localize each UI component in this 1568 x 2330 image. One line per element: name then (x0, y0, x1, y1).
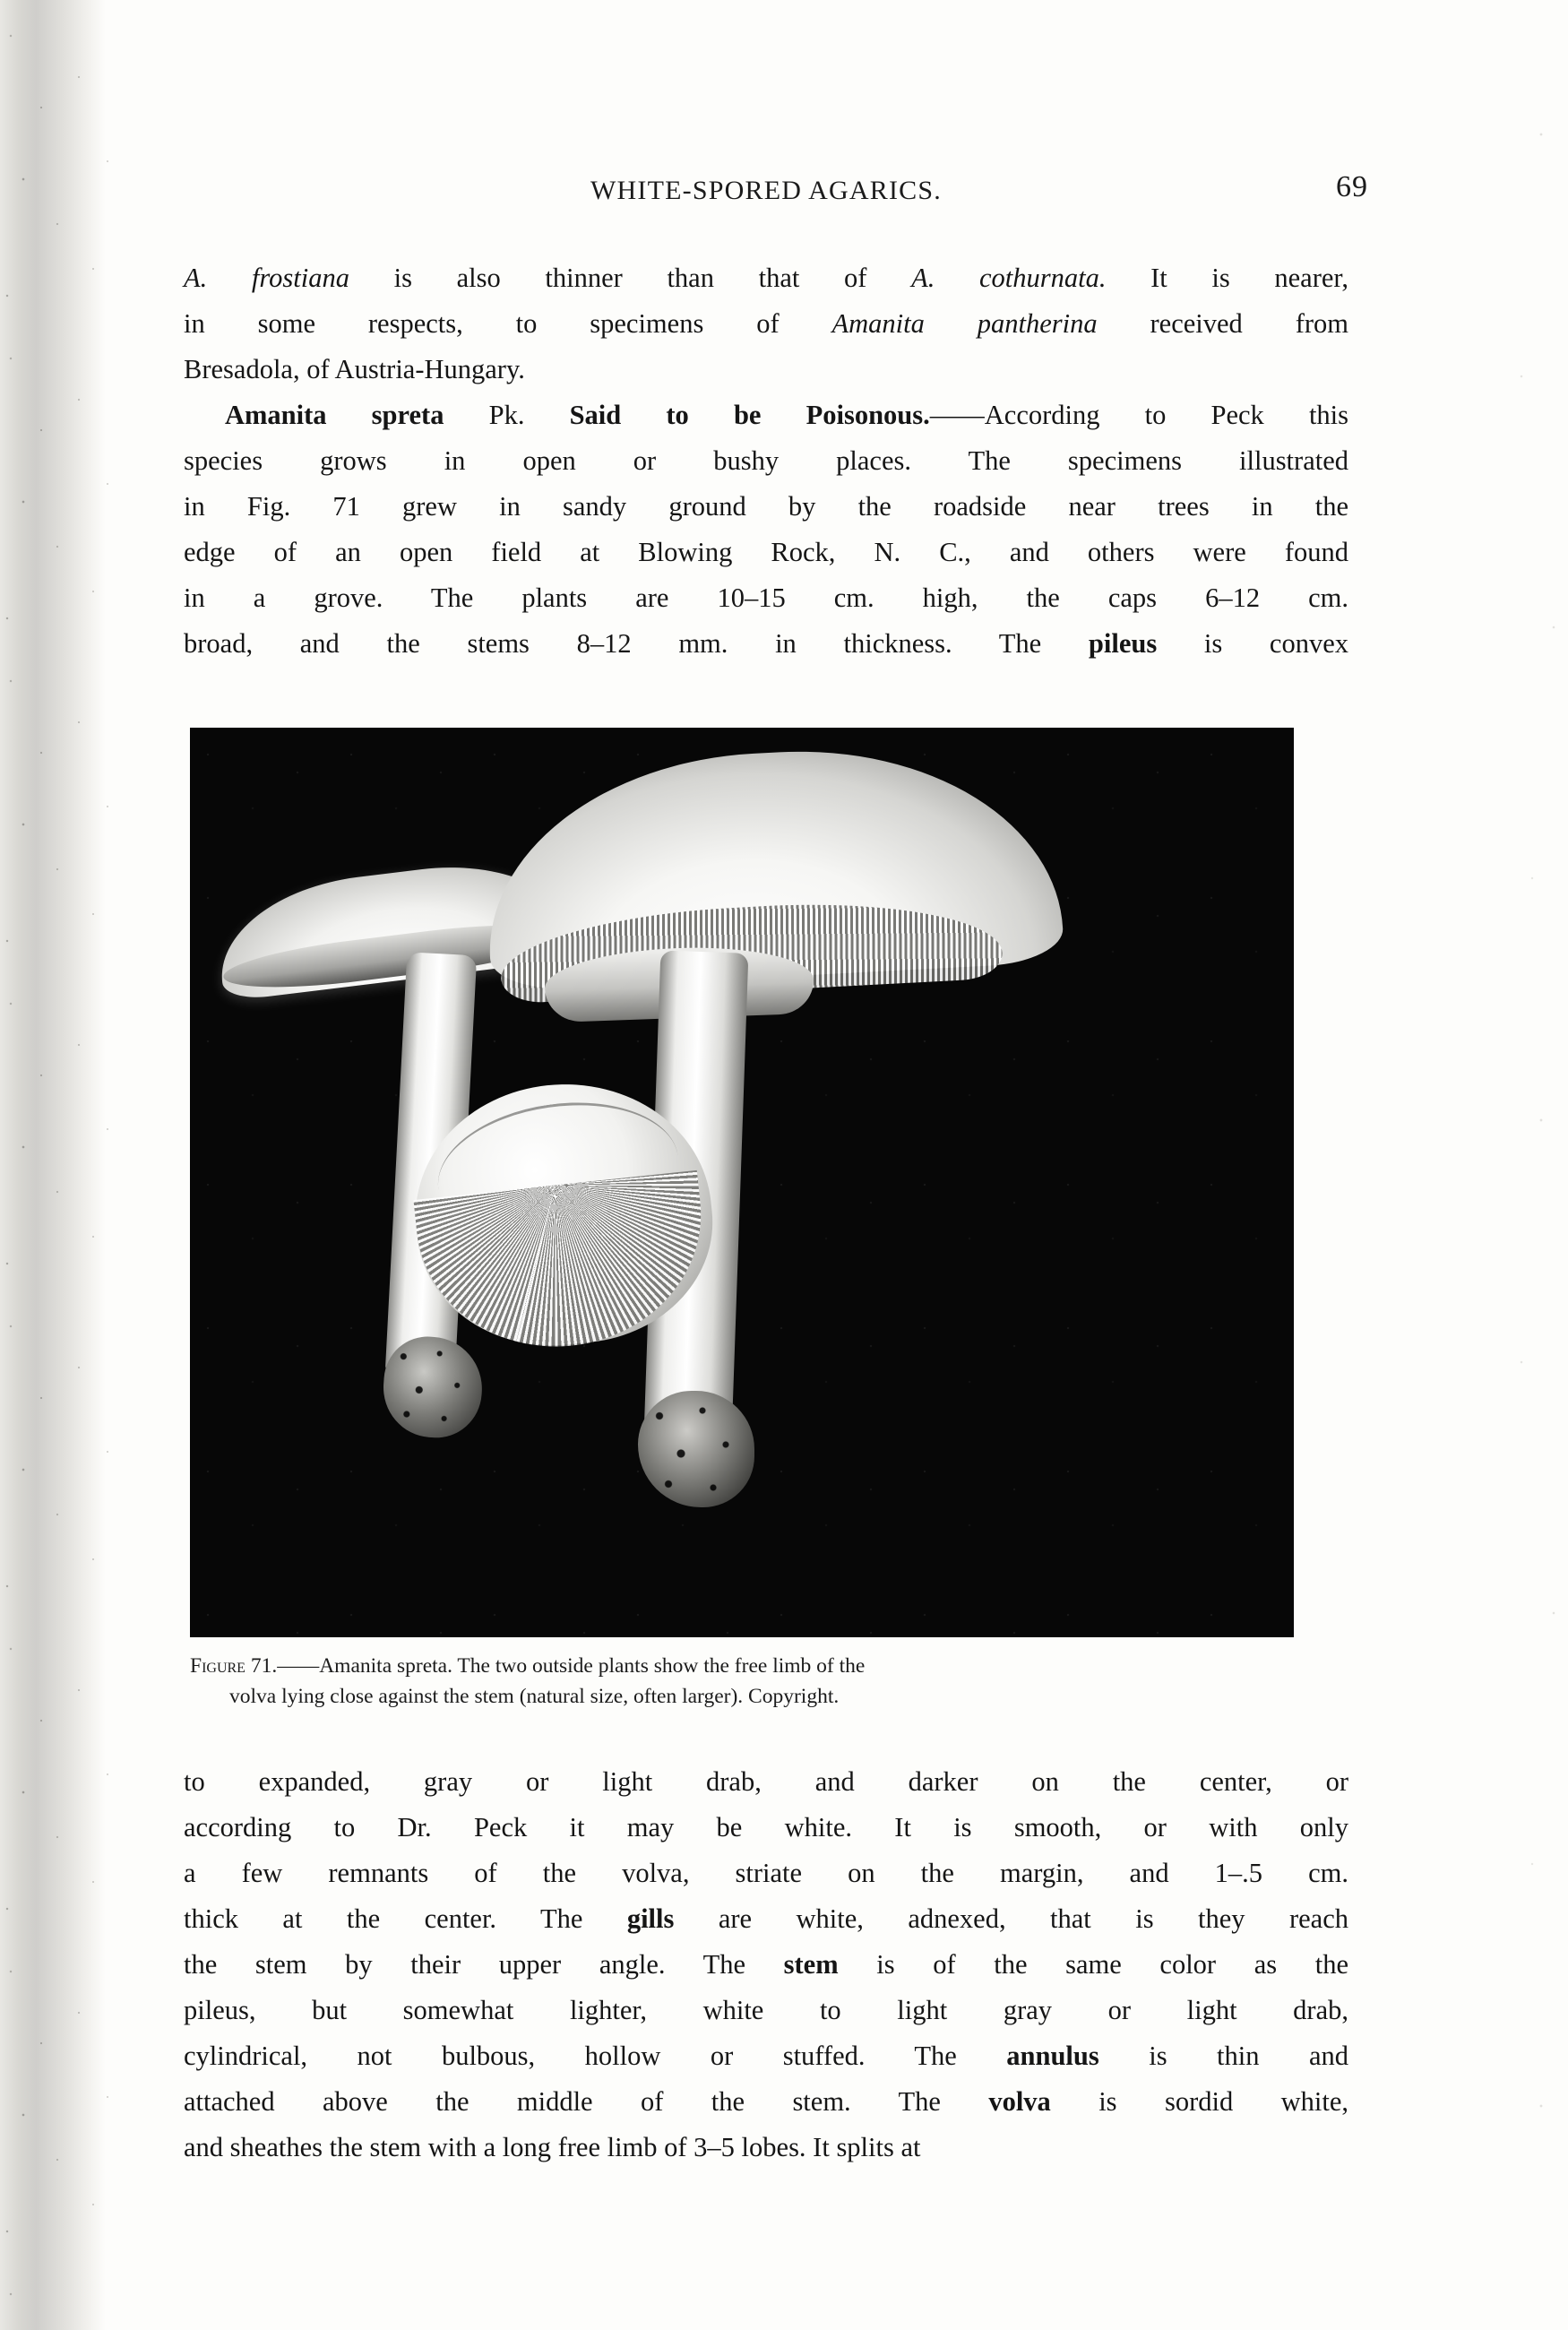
text-run: Pk. (444, 400, 570, 430)
caption-text: ——Amanita spreta. The two outside plants show the free limb of the (277, 1654, 866, 1678)
text-line (184, 393, 1348, 438)
text-line: edge of an open field at Blowing Rock, N. C., and others were found (184, 537, 1348, 567)
term-volva: volva (988, 2086, 1051, 2117)
species-name-cothurnata: A. cothurnata. (911, 263, 1107, 293)
caption-label: Figure 71. (190, 1654, 278, 1678)
text-line: in a grove. The plants are 10–15 cm. high, the caps 6–12 cm. (184, 582, 1348, 613)
text-run: in some respects, to specimens of (184, 308, 832, 339)
text-line: a few remnants of the volva, striate on the margin, and 1–.5 cm. (184, 1858, 1348, 1888)
species-name-pantherina: Amanita pantherina (831, 308, 1098, 339)
paragraph-frostiana (184, 255, 1348, 393)
scan-right-edge-marks (1505, 0, 1568, 2330)
figure-image (190, 728, 1294, 1637)
text-line (184, 301, 1348, 347)
caption-line (190, 1651, 1301, 1681)
text-run: ——According to Peck this (929, 400, 1349, 430)
text-line (184, 1896, 1348, 1942)
scan-gutter-speckles (0, 0, 134, 2330)
text-run: is convex (1157, 628, 1348, 659)
text-line: to expanded, gray or light drab, and darker on the center, or (184, 1766, 1348, 1797)
paragraph-bottom (184, 1759, 1348, 2170)
paragraph-spreta (184, 393, 1348, 667)
term-gills: gills (626, 1903, 675, 1934)
poison-warning: Said to be Poisonous. (569, 400, 930, 430)
text-line (184, 1942, 1348, 1988)
text-run: broad, and the stems 8–12 mm. in thickness. The (184, 628, 1089, 659)
text-run: It is nearer, (1106, 263, 1348, 293)
text-run: received from (1097, 308, 1348, 339)
text-run: the stem by their upper angle. The (184, 1949, 784, 1980)
text-line (184, 255, 1348, 301)
text-line: in Fig. 71 grew in sandy ground by the roadside near trees in the (184, 491, 1348, 522)
text-line (184, 2079, 1348, 2125)
term-annulus: annulus (1006, 2041, 1099, 2071)
figure-caption (190, 1651, 1301, 1712)
text-run: is sordid white, (1050, 2086, 1348, 2117)
term-pileus: pileus (1088, 628, 1158, 659)
text-run: are white, adnexed, that is they reach (674, 1903, 1349, 1934)
text-line (184, 621, 1348, 667)
text-line (184, 2033, 1348, 2079)
figure-71 (190, 728, 1294, 1708)
species-name-frostiana: A. frostiana (184, 263, 349, 293)
text-line: and sheathes the stem with a long free limb of 3–5 lobes. It splits at (184, 2132, 921, 2162)
paragraph-top (184, 255, 1348, 667)
caption-line (190, 1681, 1301, 1712)
text-line: species grows in open or bushy places. The specimens illustrated (184, 445, 1348, 476)
text-line: according to Dr. Peck it may be white. It is smooth, or with only (184, 1812, 1348, 1842)
running-head: WHITE-SPORED AGARICS. (590, 176, 942, 205)
text-run: is of the same color as the (838, 1949, 1348, 1980)
text-run: is thin and (1098, 2041, 1348, 2071)
text-run: thick at the center. The (184, 1903, 627, 1934)
term-stem: stem (783, 1949, 839, 1980)
text-run: is also thinner than that of (349, 263, 912, 293)
caption-text: volva lying close against the stem (natural size, often larger). Copyright. (229, 1685, 840, 1708)
paragraph-description (184, 1759, 1348, 2170)
page-number: 69 (1336, 170, 1368, 203)
species-heading-spreta: Amanita spreta (225, 400, 444, 430)
text-line: pileus, but somewhat lighter, white to light gray or light drab, (184, 1995, 1348, 2025)
text-line: Bresadola, of Austria-Hungary. (184, 354, 525, 384)
text-run: attached above the middle of the stem. The (184, 2086, 989, 2117)
text-run: cylindrical, not bulbous, hollow or stuffed. The (184, 2041, 1007, 2071)
